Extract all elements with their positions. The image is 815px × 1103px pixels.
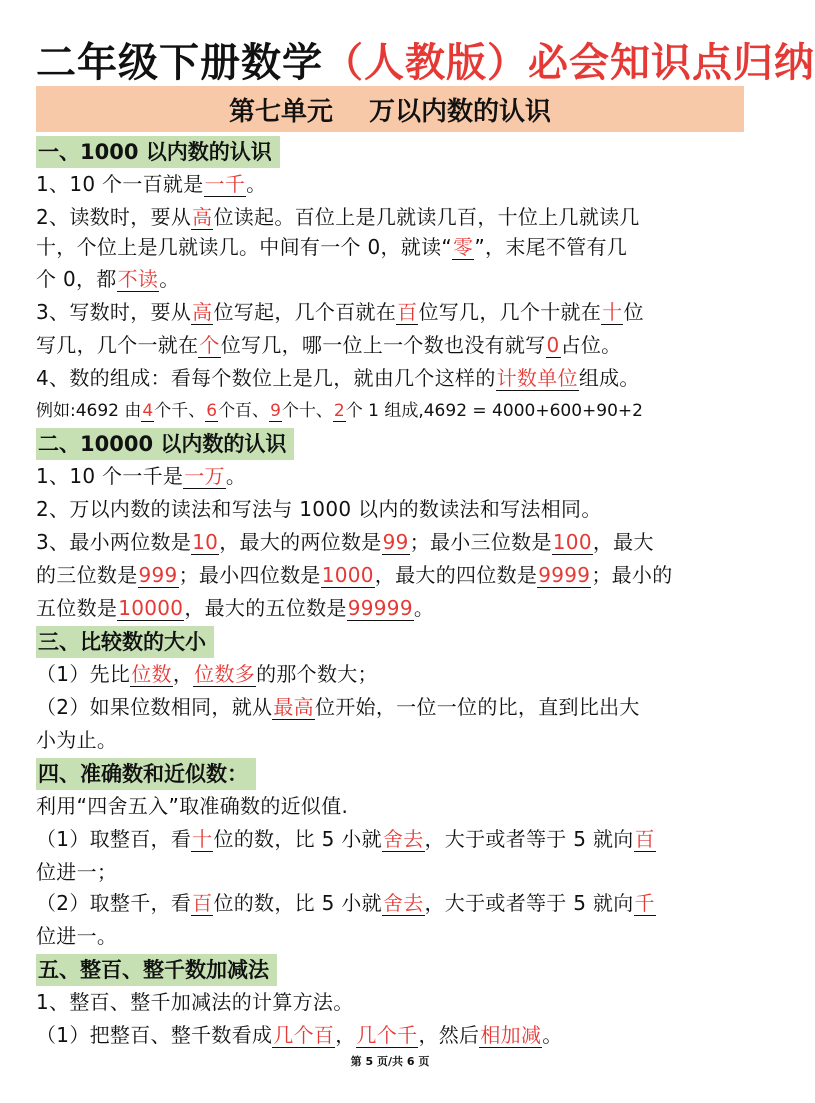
answer-blank: 十 (192, 827, 213, 851)
text-line: 利用“四舍五入”取准确数的近似值. (36, 794, 349, 818)
section-heading-5: 五、整百、整千数加减法 (36, 954, 277, 986)
answer-blank: 一千 (204, 172, 246, 196)
text-line: 3、写数时，要从高位写起，几个百就在百位写几，几个十就在十位 (36, 300, 644, 324)
answer-blank: 高 (192, 205, 213, 229)
answer-blank: 几个千 (356, 1023, 418, 1047)
text-line: （2）如果位数相同，就从最高位开始，一位一位的比，直到比出大 (36, 695, 640, 719)
answer-blank: 几个百 (273, 1023, 335, 1047)
text-line: 五位数是10000，最大的五位数是99999。 (36, 596, 435, 620)
answer-blank: 十 (602, 300, 623, 324)
text-line: （1）把整百、整千数看成几个百，几个千，然后相加减。 (36, 1023, 563, 1047)
answer-blank: 百 (397, 300, 418, 324)
answer-blank: 相加减 (480, 1023, 542, 1047)
text-line: 位进一。 (36, 924, 118, 948)
document-title: 二年级下册数学（人教版）必会知识点归纳 (36, 40, 815, 86)
answer-blank: 百 (634, 827, 655, 851)
text-line: 2、万以内数的读法和写法与 1000 以内的数读法和写法相同。 (36, 497, 602, 521)
answer-blank: 999 (138, 563, 178, 587)
page-number: 5 (365, 1055, 374, 1068)
section-heading-1: 一、1000 以内数的认识 (36, 136, 280, 168)
answer-blank: 千 (634, 891, 655, 915)
answer-blank: 10000 (118, 596, 184, 620)
answer-blank: 6 (206, 401, 218, 421)
chapter-heading (36, 86, 744, 132)
page-total: 6 (406, 1055, 415, 1068)
section-heading-2: 二、10000 以内数的认识 (36, 428, 294, 460)
page-footer: 第 5 页/共 6 页 (350, 1055, 430, 1068)
text-line: 个 0，都不读。 (36, 267, 180, 291)
text-line: 4、数的组成：看每个数位上是几，就由几个这样的计数单位组成。 (36, 366, 640, 390)
section-heading-4: 四、准确数和近似数： (36, 758, 256, 790)
text-line: 1、整百、整千加减法的计算方法。 (36, 990, 354, 1014)
answer-blank: 0 (546, 333, 560, 357)
answer-blank: 计数单位 (496, 366, 578, 390)
text-line: 小为止。 (36, 728, 118, 752)
answer-blank: 2 (333, 401, 345, 421)
text-line: 位进一； (36, 860, 118, 884)
answer-blank: 百 (192, 891, 213, 915)
section-heading-3: 三、比较数的大小 (36, 626, 214, 658)
answer-blank: 个 (199, 333, 220, 357)
answer-blank: 9999 (538, 563, 591, 587)
answer-blank: 高 (192, 300, 213, 324)
text-line: 写几，几个一就在个位写几，哪一位上一个数也没有就写0占位。 (36, 333, 622, 357)
answer-blank: 99999 (347, 596, 413, 620)
answer-blank: 舍去 (382, 827, 424, 851)
answer-blank: 9 (270, 401, 281, 421)
answer-blank: 100 (552, 530, 592, 554)
answer-blank: 一万 (184, 464, 225, 488)
text-line: 3、最小两位数是10，最大的两位数是99；最小三位数是100，最大 (36, 530, 654, 554)
answer-blank: 1000 (321, 563, 374, 587)
text-line: 2、读数时，要从高位读起。百位上是几就读几百，十位上几就读几 (36, 205, 640, 229)
answer-blank: 位数 (131, 662, 172, 686)
text-line: （1）先比位数，位数多的那个数大； (36, 662, 378, 686)
text-line: 1、10 个一百就是一千。 (36, 172, 267, 196)
answer-blank: 位数多 (194, 662, 256, 686)
answer-blank: 最高 (273, 695, 314, 719)
text-line: 例如:4692 由4个千、6个百、9个十、2个 1 组成,4692 = 4000+600+90+2 (36, 401, 643, 421)
answer-blank: 不读 (117, 267, 159, 291)
answer-blank: 10 (192, 530, 219, 554)
answer-blank: 零 (453, 235, 474, 259)
text-line: 十，个位上是几就读几。中间有一个 0，就读“零”，末尾不管有几 (36, 235, 628, 259)
answer-blank: 4 (142, 401, 154, 421)
text-line: 的三位数是999；最小四位数是1000，最大的四位数是9999；最小的 (36, 563, 673, 587)
chapter-name: 万以内数的认识 (369, 96, 552, 127)
answer-blank: 99 (382, 530, 409, 554)
answer-blank: 舍去 (382, 891, 424, 915)
chapter-number: 第七单元 (228, 96, 333, 127)
text-line: （2）取整千，看百位的数，比 5 小就舍去，大于或者等于 5 就向千 (36, 891, 655, 915)
text-line: （1）取整百，看十位的数，比 5 小就舍去，大于或者等于 5 就向百 (36, 827, 655, 851)
text-line: 1、10 个一千是一万。 (36, 464, 247, 488)
